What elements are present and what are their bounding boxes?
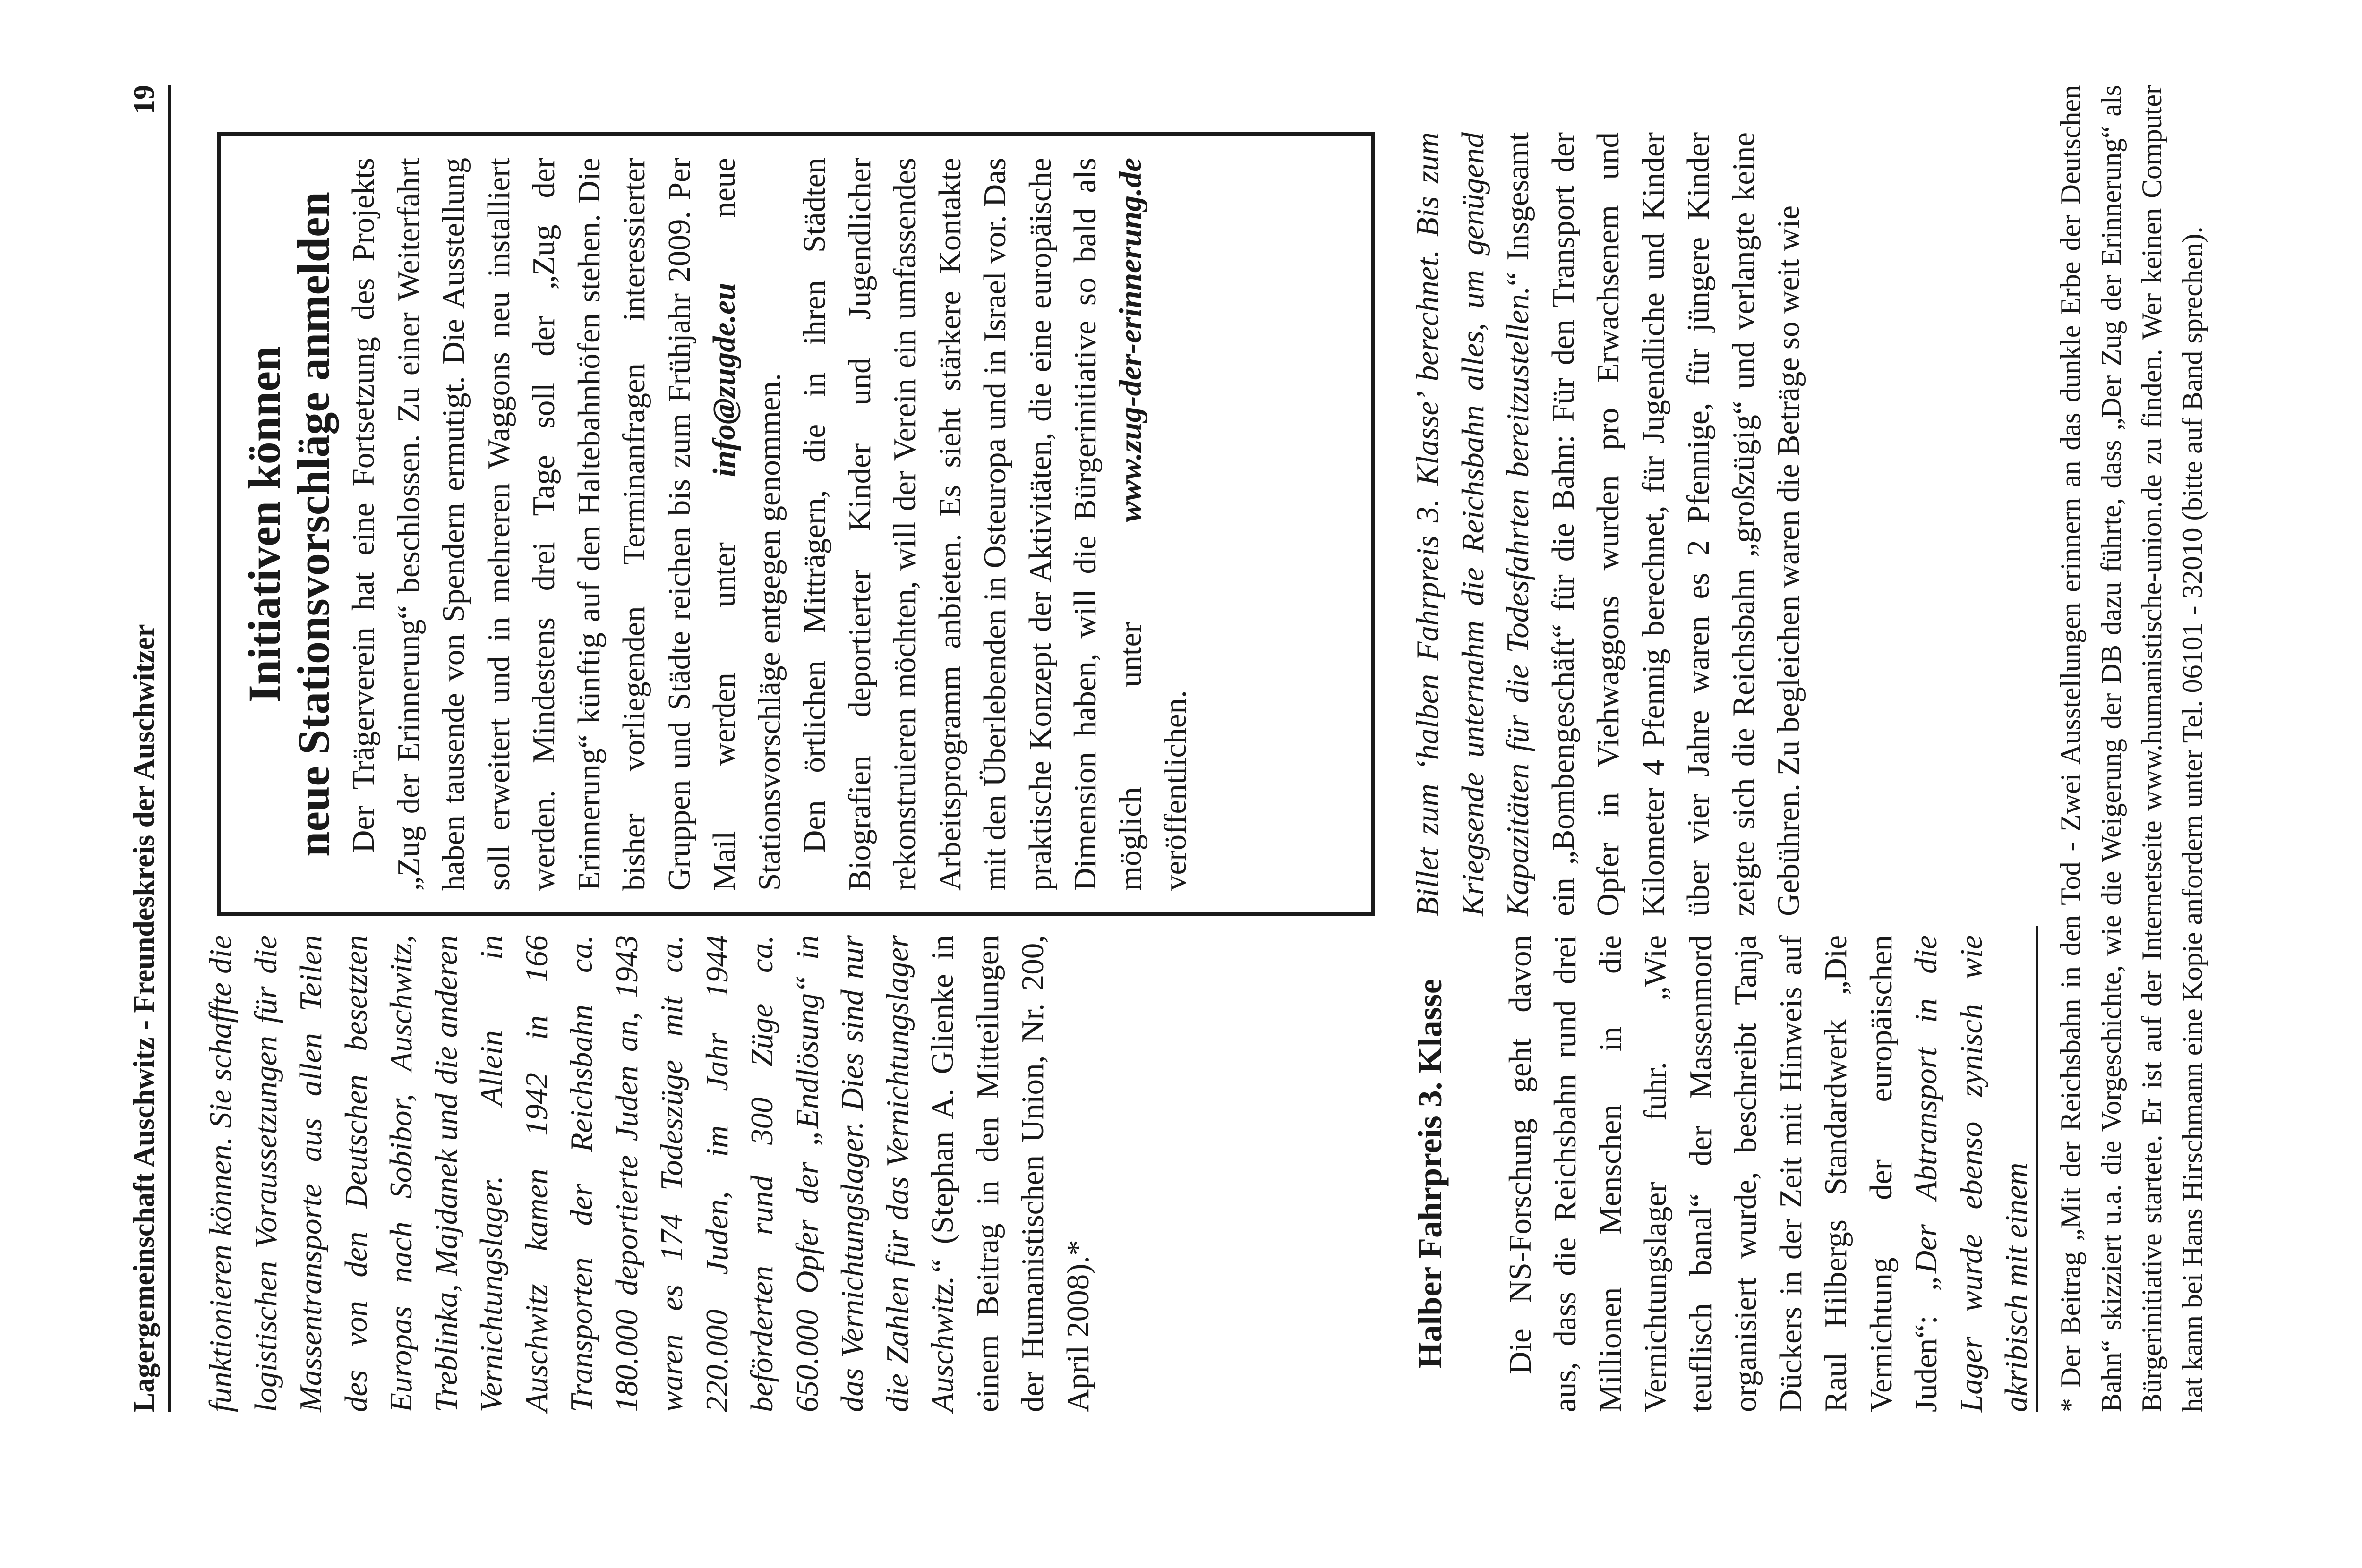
box-title-line-1: Initiativen können xyxy=(239,346,290,703)
box-title-line-2: neue Stationsvorschläge anmelden xyxy=(288,191,339,857)
footnote-rule xyxy=(2036,926,2038,1412)
page-header xyxy=(102,85,171,1412)
column-1-italic-text: funktionieren können. Sie schaffte die logistischen Voraussetzungen für die Massentransporte aus allen Teilen des von den Deutschen besetzten Europas nach Sobibor, Auschwitz, Treblinka, Majdanek und die anderen Vernichtungslager. Allein in Auschwitz kamen 1942 in 166 Transporten der Reichsbahn ca. 180.000 deportierte Juden an, 1943 waren es 174 Todeszüge mit ca. 220.000 Juden, im Jahr 1944 beförderten rund 300 Züge ca. 650.000 Opfer der „Endlösung“ in das Vernichtungslager. Dies sind nur die Zahlen für das Vernichtungslager Auschwitz.“ xyxy=(203,935,960,1412)
section-subheading: Halber Fahrpreis 3. Klasse xyxy=(1411,979,1449,1369)
column-3 xyxy=(1405,132,1812,916)
column-2 xyxy=(1408,935,2039,1412)
header-title: Lagergemeinschaft Auschwitz - Freundeskreis der Auschwitzer xyxy=(128,624,160,1412)
column-1 xyxy=(198,935,1101,1412)
column-1-citation: (Stephan A. Glienke in einem Beitrag in den Mitteilungen der Humanistischen Union, Nr. 200, April 2008).* xyxy=(925,935,1095,1412)
footnote: * Der Beitrag „Mit der Reichsbahn in den Tod - Zwei Ausstellungen erinnern an das dunkle Erbe der Deutschen Bahn“ skizziert u.a. die Vorgeschichte, wie die Weigerung der DB dazu führte, dass „Der Zug der Erinnerung“ als Bürgerinitiative startete. Er ist auf der Internetseite www.humanistische-union.de zu finden. Wer keinen Computer hat kann bei Hans Hirschmann eine Kopie anfordern unter Tel. 06101 - 32010 (bitte auf Band sprechen). xyxy=(2055,85,2208,1412)
box-url: www.zug-der-erinnerung.de xyxy=(1113,158,1148,522)
info-box xyxy=(217,132,1375,916)
box-paragraph-2-end: veröffentlichen. xyxy=(1158,690,1193,891)
column-3-italic-quote: Billet zum ‘halben Fahrpreis 3. Klasse’ berechnet. Bis zum Kriegsende unternahm die Reichsbahn alles, um genügend Kapazitäten für die Todesfahrten bereitzustellen. xyxy=(1410,132,1535,916)
column-2-italic-quote: „Der Abtransport in die Lager wurde ebenso zynisch wie akribisch mit einem xyxy=(1908,935,2034,1412)
box-paragraph-1-end: neue Stationsvorschläge entgegen genommen. xyxy=(707,158,787,891)
box-email: info@zugde.eu xyxy=(707,282,742,477)
column-2-paragraph: Die NS-Forschung geht davon aus, dass die Reichsbahn rund drei Millionen Menschen in die Vernichtungslager fuhr. „Wie teuflisch banal“ der Massenmord organisiert wurde, beschreibt Tanja Dückers in der Zeit mit Hinweis auf Raul Hilbergs Standardwerk „Die Vernichtung der europäischen Juden“: xyxy=(1502,935,1943,1412)
box-paragraph-2: Den örtlichen Mitträgern, die in ihren Städten Biografien deportierter Kinder und Jugendlicher rekonstruieren möchten, will der Verein ein umfassendes Arbeitsprogramm anbieten. Es sieht stärkere Kontakte mit den Überlebenden in Osteuropa und in Israel vor. Das praktische Konzept der Aktivitäten, die eine europäische Dimension haben, will die Bürgerinitiative so bald als möglich unter xyxy=(797,158,1148,891)
box-paragraph-1: Der Trägerverein hat eine Fortsetzung des Projekts „Zug der Erinnerung“ beschlossen. Zu einer Weiterfahrt haben tausende von Spendern ermutigt. Die Ausstellung soll erweitert und in mehreren Waggons neu installiert werden. Mindestens drei Tage soll der „Zug der Erinnerung“ künftig auf den Haltebahnhöfen stehen. Die bisher vorliegenden Terminanfragen interessierter Gruppen und Städte reichen bis zum Frühjahr 2009. Per Mail werden unter xyxy=(346,158,742,891)
column-3-text: “ Insgesamt ein „Bombengeschäft“ für die Bahn: Für den Transport der Opfer in Viehwaggons wurden pro Erwachsenem und Kilometer 4 Pfennig berechnet, für Jugendliche und Kinder über vier Jahre waren es 2 Pfennige, für jüngere Kinder zeigte sich die Reichsbahn „großzügig“ und verlangte keine Gebühren. Zu begleichen waren die Beträge so weit wie xyxy=(1500,132,1806,916)
page-number: 19 xyxy=(128,85,160,114)
